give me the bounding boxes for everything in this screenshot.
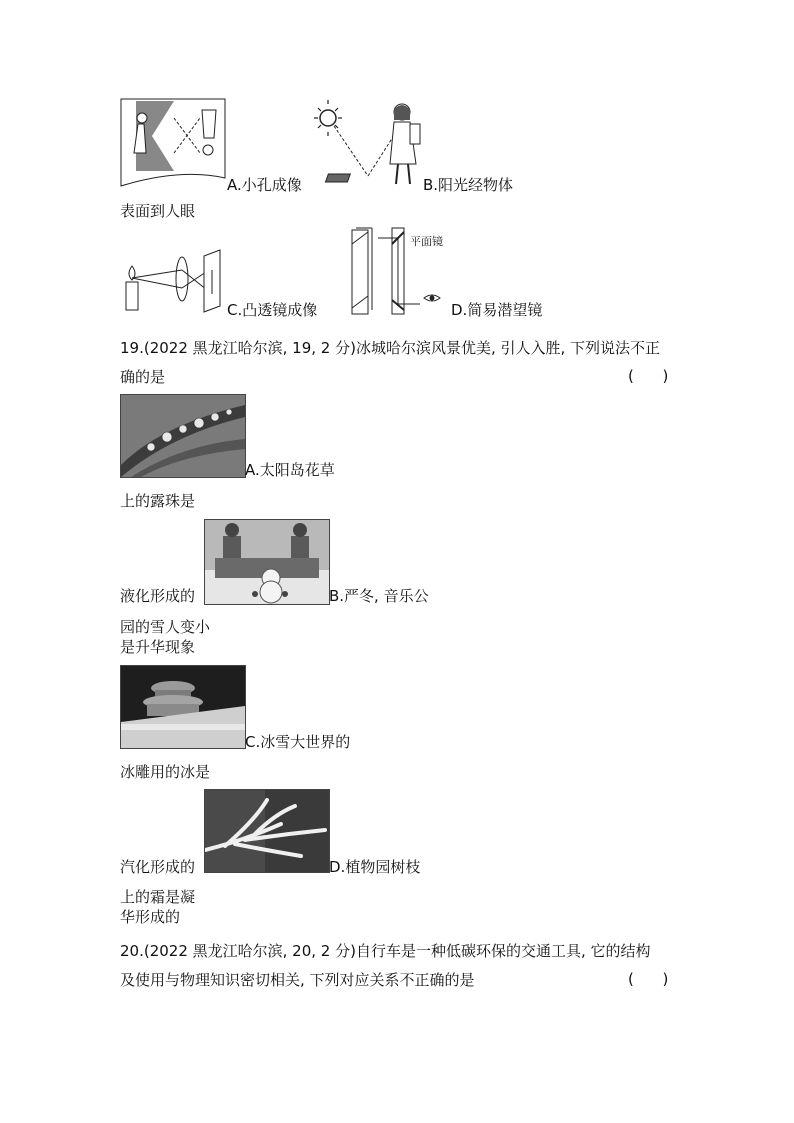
- frost-branch-photo: [204, 789, 330, 873]
- option-19d-continued-2: 华形成的: [120, 908, 181, 926]
- snowman-park-photo: [204, 519, 330, 605]
- option-19c-continued-2: 汽化形成的: [120, 858, 196, 876]
- question-19-stem-line2: 确的是: [120, 368, 166, 386]
- option-19a-label: A.太阳岛花草: [245, 461, 335, 479]
- option-19a-continued-2: 液化形成的: [120, 587, 196, 605]
- option-19b-continued: 园的雪人变小: [120, 618, 211, 636]
- pinhole-imaging-figure: [120, 98, 226, 188]
- option-19c-continued: 冰雕用的冰是: [120, 763, 211, 781]
- convex-lens-figure: [120, 248, 226, 314]
- question-19-stem-line1: 19.(2022 黑龙江哈尔滨, 19, 2 分)冰城哈尔滨风景优美, 引人入胜, 下列说法不正: [120, 339, 661, 357]
- question-19-answer-blank: ( ): [628, 367, 669, 385]
- option-a-label: A.小孔成像: [227, 176, 302, 194]
- option-19c-label: C.冰雪大世界的: [245, 733, 351, 751]
- dewdrops-photo: [120, 394, 246, 478]
- question-20-stem-line1: 20.(2022 黑龙江哈尔滨, 20, 2 分)自行车是一种低碳环保的交通工具, 它的结构: [120, 942, 651, 960]
- question-20-stem-line2: 及使用与物理知识密切相关, 下列对应关系不正确的是: [120, 971, 475, 989]
- option-b-label: B.阳光经物体: [423, 176, 514, 194]
- sunlight-reflection-figure: [312, 98, 424, 190]
- ice-palace-photo: [120, 665, 246, 749]
- option-19a-continued: 上的露珠是: [120, 492, 196, 510]
- periscope-mirror-label: 平面镜: [410, 235, 443, 248]
- option-19b-label: B.严冬, 音乐公: [329, 587, 429, 605]
- option-19d-continued: 上的霜是凝: [120, 888, 196, 906]
- option-c-label: C.凸透镜成像: [227, 301, 318, 319]
- option-19d-label: D.植物园树枝: [329, 858, 421, 876]
- option-b-continued: 表面到人眼: [120, 202, 196, 220]
- option-d-label: D.简易潜望镜: [451, 301, 543, 319]
- question-20-answer-blank: ( ): [628, 970, 669, 988]
- option-19b-continued-2: 是升华现象: [120, 638, 196, 656]
